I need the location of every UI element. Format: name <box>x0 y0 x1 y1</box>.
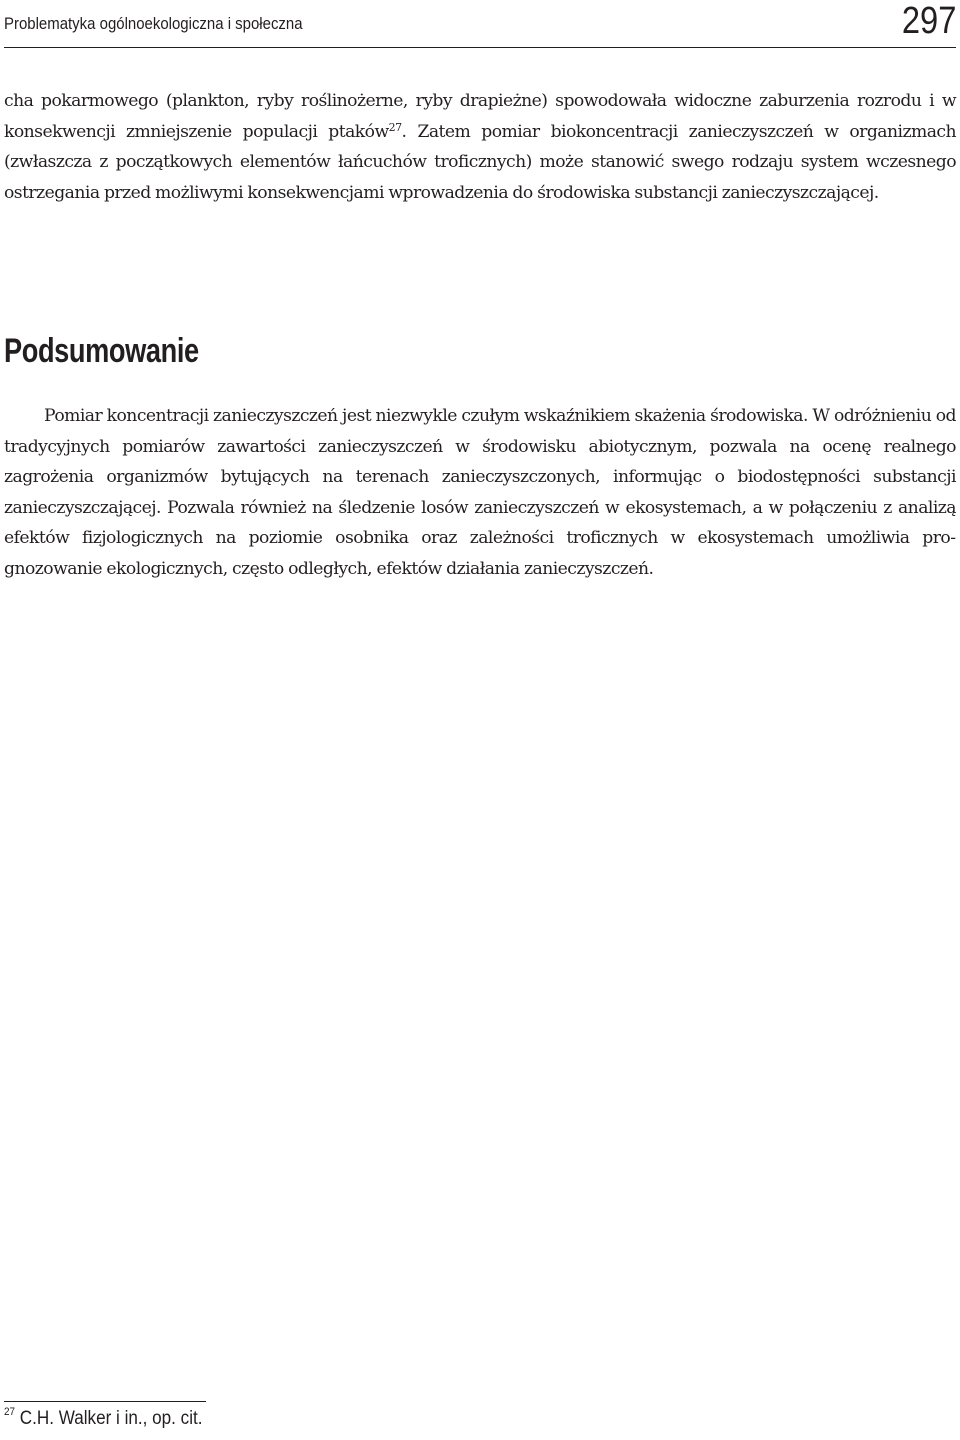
page-number: 297 <box>901 0 956 42</box>
body-paragraph <box>4 86 956 208</box>
footnote-text: C.H. Walker i in., op. cit. <box>19 1408 203 1429</box>
paragraph-text-continued: . Zatem pomiar biokoncentracji zanieczyszczeń w organizmach (zwłaszcza z początkowych elementów łańcuchów troficznych) może stanowić swego rodzaju system wczesnego ostrzegania przed możliwymi konsekwencjami wprowadzenia do środowiska substancji zanieczyszczającej. <box>4 121 956 203</box>
paragraph-text: cha pokarmowego (plankton, ryby roślinożerne, ryby drapieżne) spowodowała widoczne zaburzenia rozrodu i w konsekwencji zmniejszenie populacji ptaków <box>4 91 956 142</box>
summary-paragraph: Pomiar koncentracji zanieczyszczeń jest niezwykle czułym wskaźnikiem skażenia środowiska. W odróżnieniu od tradycyjnych pomiarów zawartości zanieczyszczeń w środowisku abiotycznym, pozwala na ocenę realnego zagrożenia organizmów bytujących na terenach zanieczyszczonych, informując o biodostępności substancji zanieczyszczającej. Pozwala również na śledzenie losów zanieczyszczeń w ekosystemach, a w połączeniu z analizą efektów fizjologicznych na poziomie osobnika oraz zależności troficznych w ekosystemach umożliwia prognozowanie ekologicznych, często odległych, efektów działania zanieczyszczeń. <box>4 406 956 579</box>
footnote <box>4 1408 203 1430</box>
footnote-reference[interactable]: 27 <box>388 120 402 134</box>
running-head: Problematyka ogólnoekologiczna i społeczna <box>4 14 303 33</box>
footnote-rule <box>4 1401 206 1402</box>
section-heading: Podsumowanie <box>4 332 199 370</box>
header-rule <box>4 47 956 48</box>
footnote-number: 27 <box>4 1406 16 1418</box>
